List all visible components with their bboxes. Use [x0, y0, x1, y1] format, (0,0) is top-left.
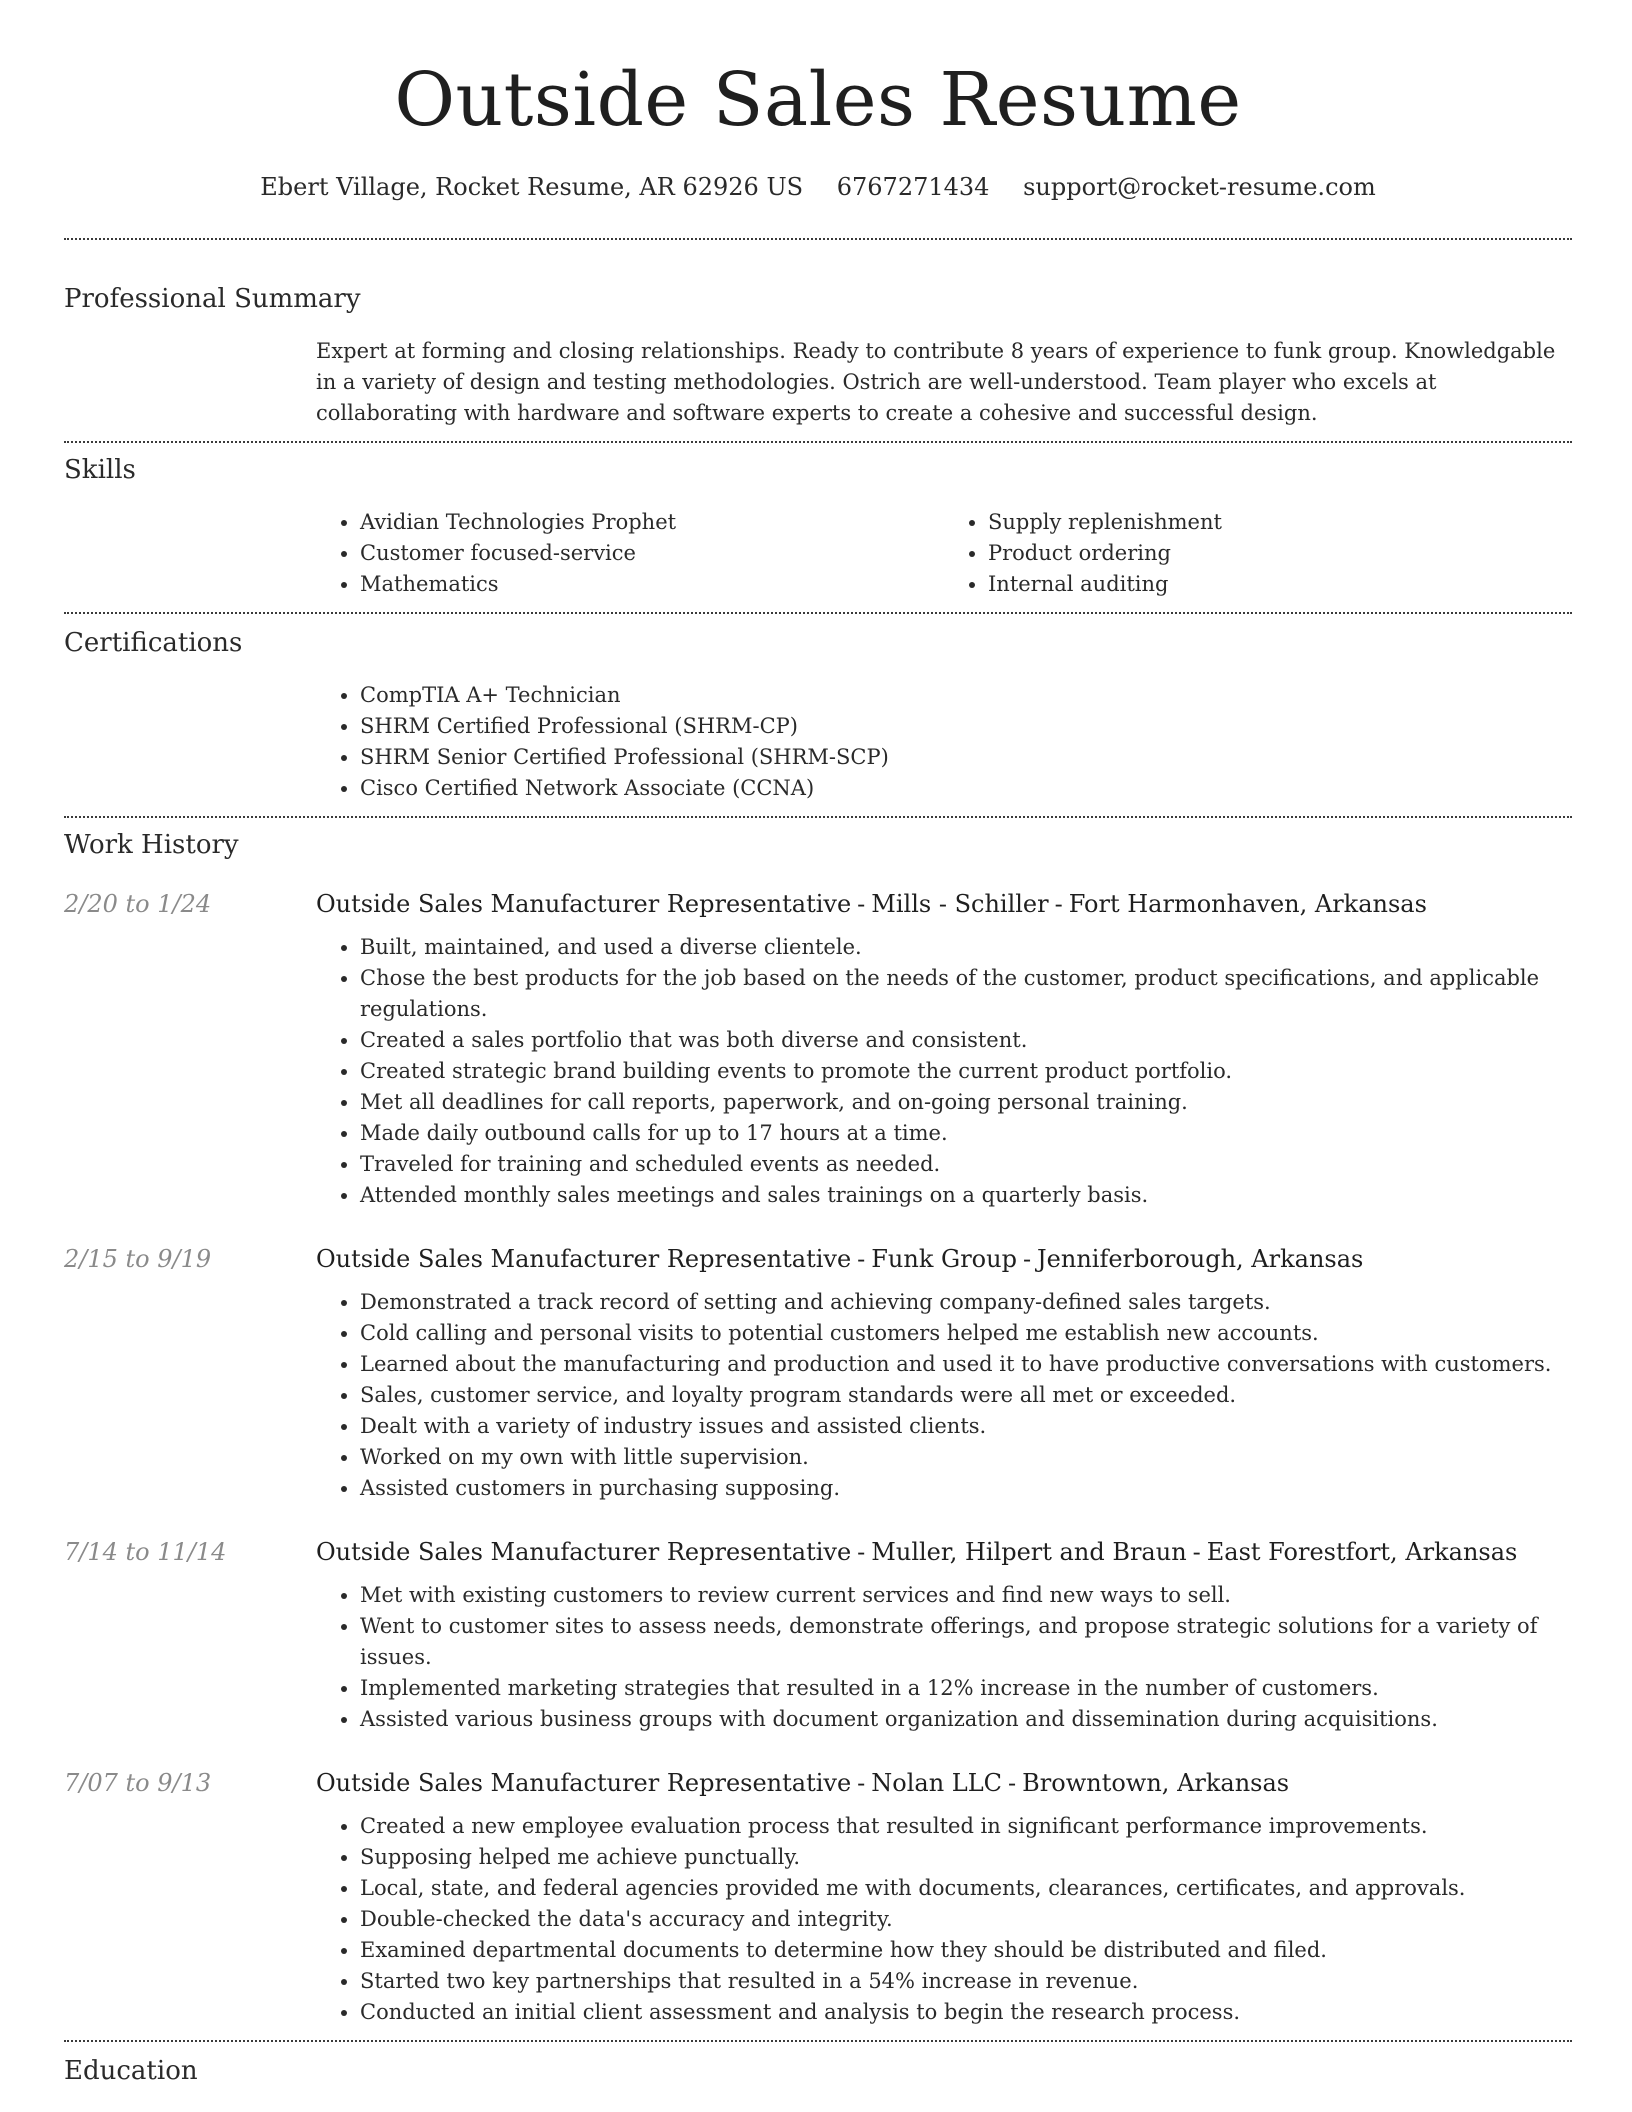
- job-bullet: • Supposing helped me achieve punctually.: [360, 1842, 1572, 1873]
- job-company: Nolan LLC: [871, 1769, 1003, 1797]
- job-bullet: • Cold calling and personal visits to potential customers helped me establish new accounts.: [360, 1318, 1572, 1349]
- job-bullet: • Dealt with a variety of industry issues and assisted clients.: [360, 1411, 1572, 1442]
- job-company: Muller, Hilpert and Braun: [871, 1538, 1187, 1566]
- job-bullet: • Learned about the manufacturing and production and used it to have productive conversations with customers.: [360, 1349, 1572, 1380]
- job-separator: -: [1008, 1769, 1017, 1797]
- resume-page: [64, 0, 1572, 2088]
- job-title: Outside Sales Manufacturer Representative: [316, 1245, 852, 1273]
- job-bullet: • Met all deadlines for call reports, paperwork, and on-going personal training.: [360, 1087, 1572, 1118]
- certifications-list: [316, 680, 1572, 804]
- resume-title: Outside Sales Resume: [394, 57, 1242, 143]
- job-separator: -: [857, 1245, 866, 1273]
- contact-phone: 6767271434: [836, 173, 990, 201]
- job-title: Outside Sales Manufacturer Representative: [316, 1769, 852, 1797]
- job-bullet: • Started two key partnerships that resulted in a 54% increase in revenue.: [360, 1966, 1572, 1997]
- job-bullet: • Went to customer sites to assess needs, demonstrate offerings, and propose strategic solutions for a variety of issues.: [360, 1611, 1572, 1673]
- education-section: [64, 2042, 1572, 2088]
- job-separator: -: [1192, 1538, 1201, 1566]
- work-history-heading: Work History: [64, 830, 239, 860]
- skill-item: • Customer focused-service: [360, 538, 944, 569]
- job-location: Browntown, Arkansas: [1022, 1769, 1290, 1797]
- summary-section: [64, 240, 1572, 441]
- job-dates: 7/14 to 11/14: [64, 1538, 227, 1566]
- job-location: Fort Harmonhaven, Arkansas: [1068, 890, 1427, 918]
- contact-address: Ebert Village, Rocket Resume, AR 62926 US: [260, 173, 804, 201]
- job-company: Mills - Schiller: [871, 890, 1049, 918]
- job-bullet: • Demonstrated a track record of setting and achieving company-defined sales targets.: [360, 1287, 1572, 1318]
- job-entry: [64, 1241, 1572, 1504]
- skill-item: • Avidian Technologies Prophet: [360, 507, 944, 538]
- job-location: Jenniferborough, Arkansas: [1037, 1245, 1364, 1273]
- job-heading: [316, 1241, 1572, 1277]
- work-history-section: [64, 818, 1572, 2040]
- job-title: Outside Sales Manufacturer Representative: [316, 1538, 852, 1566]
- job-dates: 2/15 to 9/19: [64, 1245, 212, 1273]
- job-bullet: • Local, state, and federal agencies provided me with documents, clearances, certificates, and approvals.: [360, 1873, 1572, 1904]
- job-bullet: • Chose the best products for the job based on the needs of the customer, product specifications, and applicable regulations.: [360, 963, 1572, 1025]
- job-bullets: [316, 1811, 1572, 2028]
- job-dates: 2/20 to 1/24: [64, 890, 212, 918]
- skills-list-right: [944, 507, 1572, 600]
- job-bullet: • Met with existing customers to review current services and find new ways to sell.: [360, 1580, 1572, 1611]
- skills-section: [64, 443, 1572, 612]
- job-bullet: • Worked on my own with little supervision.: [360, 1442, 1572, 1473]
- summary-heading: Professional Summary: [64, 284, 361, 314]
- certification-item: • SHRM Senior Certified Professional (SHRM-SCP): [360, 742, 1572, 773]
- job-bullet: • Traveled for training and scheduled events as needed.: [360, 1149, 1572, 1180]
- education-heading: Education: [64, 2056, 198, 2086]
- job-entry: [64, 1765, 1572, 2028]
- job-bullet: • Built, maintained, and used a diverse clientele.: [360, 932, 1572, 963]
- job-bullets: [316, 1287, 1572, 1504]
- skill-item: • Internal auditing: [988, 569, 1572, 600]
- contact-email: support@rocket-resume.com: [1023, 173, 1376, 201]
- job-heading: [316, 886, 1572, 922]
- job-bullet: • Created strategic brand building events to promote the current product portfolio.: [360, 1056, 1572, 1087]
- job-location: East Forestfort, Arkansas: [1206, 1538, 1518, 1566]
- job-separator: -: [1054, 890, 1063, 918]
- job-separator: -: [1022, 1245, 1032, 1273]
- job-bullet: • Assisted various business groups with document organization and dissemination during acquisitions.: [360, 1704, 1572, 1735]
- skill-item: • Product ordering: [988, 538, 1572, 569]
- skills-heading: Skills: [64, 455, 136, 485]
- job-separator: -: [857, 1538, 866, 1566]
- summary-text: Expert at forming and closing relationships. Ready to contribute 8 years of experience to funk group. Knowledgable in a variety of design and testing methodologies. Ostrich are well-understood. Team player who excels at collaborating with hardware and software experts to create a cohesive and successful design.: [316, 339, 1556, 425]
- contact-line: [64, 170, 1572, 204]
- job-company: Funk Group: [871, 1245, 1017, 1273]
- job-bullet: • Conducted an initial client assessment and analysis to begin the research process.: [360, 1997, 1572, 2028]
- certification-item: • SHRM Certified Professional (SHRM-CP): [360, 711, 1572, 742]
- job-dates: 7/07 to 9/13: [64, 1769, 212, 1797]
- certification-item: • Cisco Certified Network Associate (CCNA): [360, 773, 1572, 804]
- job-entry: [64, 886, 1572, 1211]
- job-bullet: • Examined departmental documents to determine how they should be distributed and filed.: [360, 1935, 1572, 1966]
- job-separator: -: [857, 890, 866, 918]
- job-bullet: • Made daily outbound calls for up to 17 hours at a time.: [360, 1118, 1572, 1149]
- certifications-section: [64, 614, 1572, 816]
- job-heading: [316, 1765, 1572, 1801]
- skill-item: • Mathematics: [360, 569, 944, 600]
- job-bullet: • Sales, customer service, and loyalty program standards were all met or exceeded.: [360, 1380, 1572, 1411]
- job-entry: [64, 1534, 1572, 1735]
- skill-item: • Supply replenishment: [988, 507, 1572, 538]
- job-bullet: • Implemented marketing strategies that resulted in a 12% increase in the number of customers.: [360, 1673, 1572, 1704]
- skills-list-left: [316, 507, 944, 600]
- job-title: Outside Sales Manufacturer Representative: [316, 890, 852, 918]
- job-bullet: • Created a sales portfolio that was both diverse and consistent.: [360, 1025, 1572, 1056]
- certification-item: • CompTIA A+ Technician: [360, 680, 1572, 711]
- job-bullet: • Double-checked the data's accuracy and integrity.: [360, 1904, 1572, 1935]
- job-bullets: [316, 1580, 1572, 1735]
- job-bullet: • Created a new employee evaluation process that resulted in significant performance improvements.: [360, 1811, 1572, 1842]
- certifications-heading: Certifications: [64, 628, 243, 658]
- job-heading: [316, 1534, 1572, 1570]
- job-bullet: • Attended monthly sales meetings and sales trainings on a quarterly basis.: [360, 1180, 1572, 1211]
- job-separator: -: [857, 1769, 866, 1797]
- job-bullet: • Assisted customers in purchasing supposing.: [360, 1473, 1572, 1504]
- job-bullets: [316, 932, 1572, 1211]
